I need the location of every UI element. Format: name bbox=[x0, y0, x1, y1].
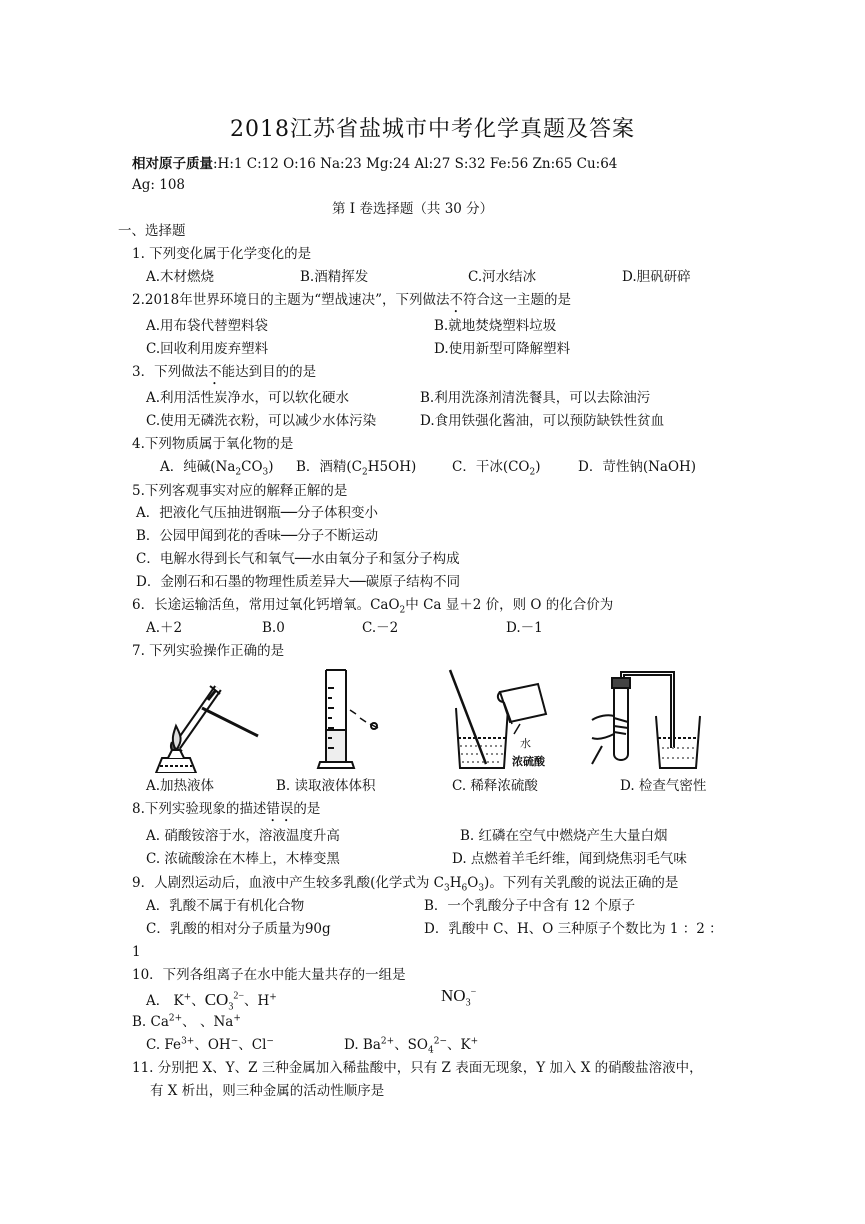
q2-option-d: D.使用新型可降解塑料 bbox=[434, 341, 571, 357]
q3-option-d: D.食用铁强化酱油，可以预防缺铁性贫血 bbox=[420, 413, 665, 429]
q8-option-d: D. 点燃着羊毛纤维，闻到烧焦羽毛气味 bbox=[452, 851, 687, 867]
nitrate-formula: $NO_3^-$ bbox=[441, 986, 477, 1009]
atomic-mass-values-2: Ag: 108 bbox=[132, 177, 185, 193]
part-title: 第 I 卷选择题（共 30 分） bbox=[332, 201, 494, 217]
q7-stem: 7. 下列实验操作正确的是 bbox=[132, 643, 285, 659]
q6-option-b: B.0 bbox=[262, 620, 285, 636]
q9-stem: 9．人剧烈运动后，血液中产生较多乳酸(化学式为 $C_3H_6O_3$)。下列有关乳酸的说法正确的是 bbox=[132, 875, 679, 894]
atomic-mass-line bbox=[132, 154, 617, 174]
q1-option-b: B.酒精挥发 bbox=[300, 269, 369, 285]
q3-stem: 3．下列做法不能达到目的的是 bbox=[132, 364, 317, 380]
q7-option-b: B. 读取液体体积 bbox=[276, 778, 376, 794]
q7-option-d: D. 检查气密性 bbox=[620, 778, 707, 794]
q10-option-d: D. $Ba^{2+}$、$SO_4^{2-}$、K+ bbox=[344, 1036, 479, 1056]
q2-option-b: B.就地焚烧塑料垃圾 bbox=[434, 318, 557, 334]
water-label: 水 bbox=[520, 737, 531, 750]
q7-option-a: A.加热液体 bbox=[146, 778, 215, 794]
q11-stem-line1: 11. 分别把 X、Y、Z 三种金属加入稀盐酸中，只有 Z 表面无现象，Y 加入 X 的硝酸盐溶液中， bbox=[132, 1060, 703, 1076]
figure-heating-liquid bbox=[146, 668, 276, 773]
page-title: 2018江苏省盐城市中考化学真题及答案 bbox=[230, 117, 635, 142]
q8-option-b: B. 红磷在空气中燃烧产生大量白烟 bbox=[460, 828, 668, 844]
q4-stem: 4.下列物质属于氧化物的是 bbox=[132, 436, 294, 452]
q10-stem: 10．下列各组离子在水中能大量共存的一组是 bbox=[132, 967, 406, 983]
q6-stem: 6．长途运输活鱼，常用过氧化钙增氧。CaO$_2$中 Ca 显＋2 价，则 O 的化合价为 bbox=[132, 597, 614, 616]
q9-option-d: D．乳酸中 C、H、O 三种原子个数比为 1 ：2 ： bbox=[424, 921, 723, 937]
emphasis-mark: 错误 bbox=[266, 801, 294, 817]
emphasis-mark: 不 bbox=[449, 292, 464, 308]
section-heading: 一、选择题 bbox=[118, 223, 186, 239]
q5-option-d: D．金刚石和石墨的物理性质差异大──碳原子结构不同 bbox=[136, 574, 461, 590]
q4-option-a: A．纯碱$(Na_2CO_3)$ bbox=[160, 459, 274, 478]
emphasis-mark: 不 bbox=[208, 364, 222, 380]
q2-stem: 2.2018年世界环境日的主题为“塑战速决”，下列做法不符合这一主题的是 bbox=[132, 292, 572, 308]
q9-option-c: C．乳酸的相对分子质量为90g bbox=[146, 921, 331, 937]
q9-option-b: B．一个乳酸分子中含有 12 个原子 bbox=[424, 898, 636, 914]
q1-option-d: D.胆矾研碎 bbox=[622, 269, 691, 285]
carbonate-formula: $CO_3^{2-}$ bbox=[204, 990, 244, 1013]
q2-option-c: C.回收利用废弃塑料 bbox=[146, 341, 269, 357]
q7-option-c: C. 稀释浓硫酸 bbox=[452, 778, 538, 794]
q6-option-c: C.－2 bbox=[362, 620, 399, 636]
q8-option-a: A. 硝酸铵溶于水，溶液温度升高 bbox=[146, 828, 340, 844]
q1-option-a: A.木材燃烧 bbox=[146, 269, 215, 285]
acid-label: 浓硫酸 bbox=[512, 755, 545, 768]
atomic-mass-values: :H:1 C:12 O:16 Na:23 Mg:24 Al:27 S:32 Fe:56 Zn:65 Cu:64 bbox=[213, 156, 618, 172]
atomic-mass-label: 相对原子质量 bbox=[132, 156, 213, 172]
q5-stem: 5.下列客观事实对应的解释正解的是 bbox=[132, 483, 348, 499]
q5-option-b: B．公园甲闻到花的香味──分子不断运动 bbox=[136, 528, 379, 544]
q6-option-d: D.－1 bbox=[506, 620, 543, 636]
figure-airtightness-check bbox=[588, 668, 708, 773]
q5-option-c: C．电解水得到长气和氧气──水由氧分子和氢分子构成 bbox=[136, 551, 460, 567]
q1-stem: 1. 下列变化属于化学变化的是 bbox=[132, 246, 312, 262]
q5-option-a: A．把液化气压抽进钢瓶──分子体积变小 bbox=[136, 505, 379, 521]
figure-graduated-cylinder bbox=[316, 668, 396, 773]
q10-option-a: A． K+、$CO_3^{2-}$、H+ bbox=[146, 990, 277, 1013]
q4-option-d: D．苛性钠(NaOH) bbox=[578, 459, 697, 475]
q3-option-c: C.使用无磷洗衣粉，可以减少水体污染 bbox=[146, 413, 377, 429]
q8-stem: 8.下列实验现象的描述错误的是 bbox=[132, 801, 321, 817]
q2-option-a: A.用布袋代替塑料袋 bbox=[146, 318, 269, 334]
q3-option-b: B.利用洗涤剂清洗餐具，可以去除油污 bbox=[420, 390, 651, 406]
q9-option-d-continued: 1 bbox=[132, 944, 141, 960]
q4-option-c: C．干冰$(CO_2)$ bbox=[452, 459, 541, 478]
q11-stem-line2: 有 X 析出，则三种金属的活动性顺序是 bbox=[150, 1083, 385, 1099]
q4-option-b: B．酒精$(C_2H5OH)$ bbox=[296, 459, 417, 478]
q9-option-a: A．乳酸不属于有机化合物 bbox=[146, 898, 305, 914]
q1-option-c: C.河水结冰 bbox=[468, 269, 537, 285]
q3-option-a: A.利用活性炭净水，可以软化硬水 bbox=[146, 390, 350, 406]
q10-option-b: B. $Ca^{2+}$、 、Na+ bbox=[132, 1013, 241, 1030]
q10-option-c: C. $Fe^{3+}$、OH−、Cl− bbox=[146, 1036, 274, 1053]
q8-option-c: C. 浓硫酸涂在木棒上，木棒变黑 bbox=[146, 851, 340, 867]
q6-option-a: A.＋2 bbox=[146, 620, 183, 636]
